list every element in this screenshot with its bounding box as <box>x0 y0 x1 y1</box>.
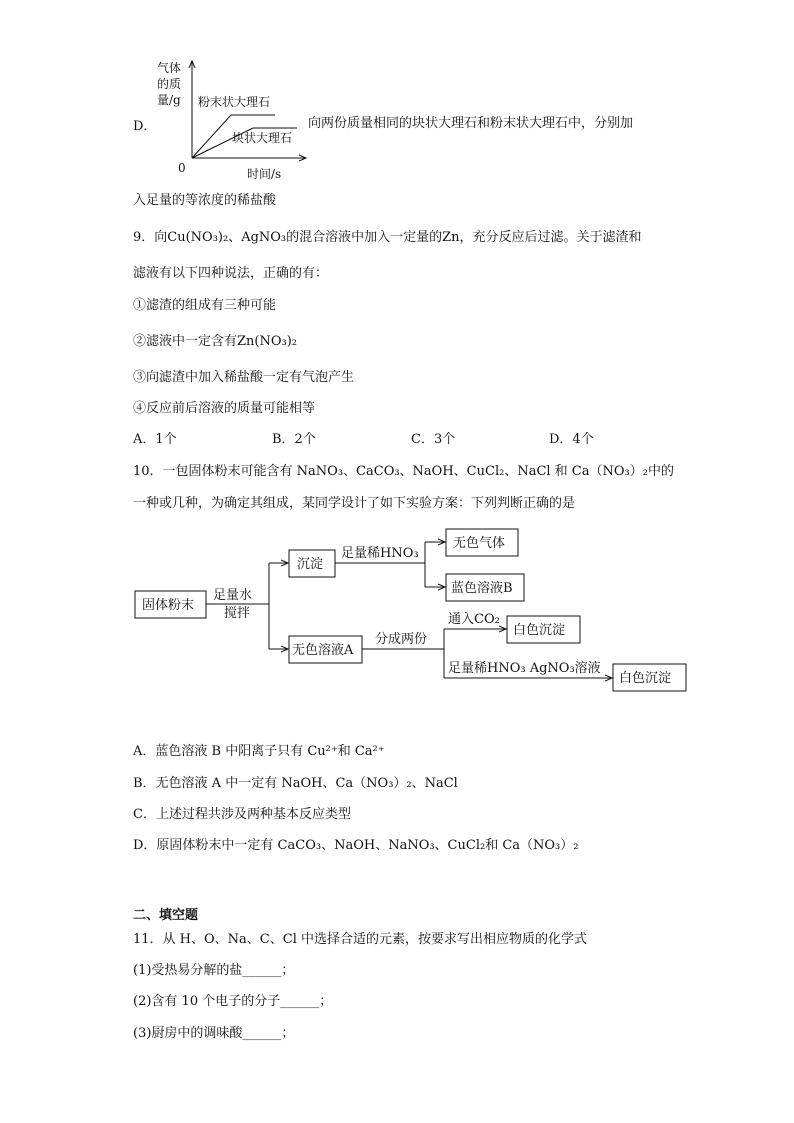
q9-option-b: B．2个 <box>272 432 316 447</box>
q10-option-d: D．原固体粉末中一定有 CaCO₃、NaOH、NaNO₃、CuCl₂和 Ca（NO₃）₂ <box>133 838 579 853</box>
q10-option-b: B．无色溶液 A 中一定有 NaOH、Ca（NO₃）₂、NaCl <box>133 776 458 791</box>
flow-split-label: 分成两份 <box>375 632 428 647</box>
line-label-block: 块状大理石 <box>232 131 293 145</box>
q11-item-3: (3)厨房中的调味酸______； <box>133 1026 295 1041</box>
q9-statement-1: ①滤渣的组成有三种可能 <box>133 298 277 313</box>
flow-colorless-solution: 无色溶液A <box>292 643 354 658</box>
flow-white-ppt-1: 白色沉淀 <box>513 623 566 638</box>
flow-co2-label: 通入CO₂ <box>448 612 500 627</box>
q11-stem: 11．从 H、O、Na、C、Cl 中选择合适的元素，按要求写出相应物质的化学式 <box>133 932 587 947</box>
graph-y-label-3: 量/g <box>157 93 181 107</box>
flow-acid-agno3-label: 足量稀HNO₃ AgNO₃溶液 <box>448 661 601 676</box>
q10-stem-line-2: 一种或几种，为确定其组成，某同学设计了如下实验方案：下列判断正确的是 <box>133 496 576 511</box>
flow-start: 固体粉末 <box>142 598 195 613</box>
graph-origin: 0 <box>178 161 186 175</box>
q8-option-d-label: D． <box>133 119 157 134</box>
line-label-powder: 粉末状大理石 <box>198 95 271 109</box>
q9-stem-line-1: 9．向Cu(NO₃)₂、AgNO₃的混合溶液中加入一定量的Zn，充分反应后过滤。关于滤渣和 <box>133 230 642 245</box>
q10-option-c: C．上述过程共涉及两种基本反应类型 <box>133 807 351 822</box>
flow-blue-solution: 蓝色溶液B <box>451 581 513 596</box>
q11-item-2: (2)含有 10 个电子的分子______； <box>133 994 333 1009</box>
q9-option-c: C．3个 <box>411 432 456 447</box>
q9-statement-4: ④反应前后溶液的质量可能相等 <box>133 401 316 416</box>
graph-y-label-2: 的质 <box>157 77 182 91</box>
flow-precipitate: 沉淀 <box>297 557 324 572</box>
q8-option-d-text-2: 入足量的等浓度的稀盐酸 <box>133 193 277 208</box>
q10-flowchart <box>128 520 693 700</box>
flow-step1-bottom: 搅拌 <box>224 606 251 621</box>
q9-option-d: D．4个 <box>549 432 594 447</box>
q8-option-d-text-1: 向两份质量相同的块状大理石和粉末状大理石中，分别加 <box>308 116 634 131</box>
q11-item-1: (1)受热易分解的盐______； <box>133 963 295 978</box>
section-title-fill-in: 二、填空题 <box>133 908 199 923</box>
q9-option-a: A．1个 <box>133 432 177 447</box>
flow-step1-top: 足量水 <box>213 588 253 603</box>
q10-stem-line-1: 10．一包固体粉末可能含有 NaNO₃、CaCO₃、NaOH、CuCl₂、NaCl 和 Ca（NO₃）₂中的 <box>133 464 674 479</box>
q9-statement-3: ③向滤渣中加入稀盐酸一定有气泡产生 <box>133 370 355 385</box>
graph-x-label: 时间/s <box>247 167 282 181</box>
flow-colorless-gas: 无色气体 <box>453 536 506 551</box>
q10-option-a: A．蓝色溶液 B 中阳离子只有 Cu²⁺和 Ca²⁺ <box>133 744 385 759</box>
q9-statement-2: ②滤液中一定含有Zn(NO₃)₂ <box>133 334 298 349</box>
q8-gas-mass-time-graph <box>150 56 310 186</box>
graph-y-label-1: 气体 <box>157 61 182 75</box>
flow-white-ppt-2: 白色沉淀 <box>619 671 672 686</box>
flow-acid-label: 足量稀HNO₃ <box>341 546 419 561</box>
q9-stem-line-2: 滤液有以下四种说法，正确的有： <box>133 266 329 281</box>
